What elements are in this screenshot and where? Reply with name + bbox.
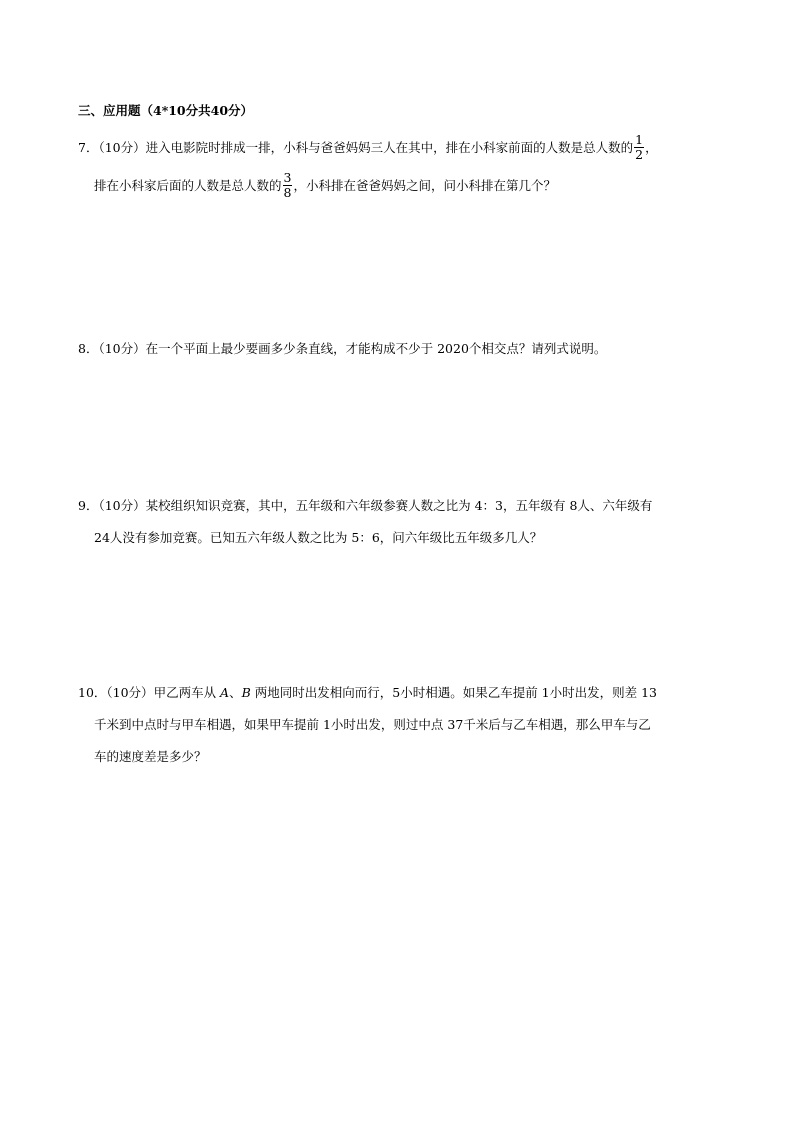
fraction-three-eighths-numerator: 3: [283, 170, 292, 185]
question-8-number: 8．: [78, 341, 99, 356]
question-7-text-c: 排在小科家后面的人数是总人数的: [94, 178, 282, 193]
question-10-line-1: [78, 684, 657, 702]
fraction-three-eighths-denominator: 8: [283, 185, 292, 200]
question-10-text-1b: 两地同时出发相向而行，5小时相遇。如果乙车提前 1小时出发，则差 13: [250, 685, 658, 700]
point-a-label: A: [220, 685, 230, 700]
question-9-text-2: 24人没有参加竞赛。已知五六年级人数之比为 5：6，问六年级比五年级多几人？: [94, 530, 543, 545]
question-10-text-3: 车的速度差是多少？: [94, 749, 207, 764]
section-title: 三、应用题（4*10分共40分）: [78, 103, 254, 118]
question-8-score: （10分）: [98, 341, 146, 356]
question-8-line-1: [78, 340, 606, 358]
question-9-score: （10分）: [98, 498, 146, 513]
question-7-score: （10分）: [98, 140, 146, 155]
question-10-number: 10．: [78, 685, 107, 700]
question-10-line-3: [94, 748, 207, 766]
fraction-one-half-numerator: 1: [635, 132, 644, 147]
question-7-text-d: ，小科排在爸爸妈妈之间，问小科排在第几个？: [293, 178, 556, 193]
fraction-three-eighths: [283, 171, 293, 200]
question-10-text-1a: 甲乙两车从: [153, 685, 221, 700]
question-8-text: 在一个平面上最少要画多少条直线，才能构成不少于 2020个相交点？请列式说明。: [145, 341, 607, 356]
question-10-text-2: 千米到中点时与甲车相遇，如果甲车提前 1小时出发，则过中点 37千米后与乙车相遇，那么甲车与乙: [94, 717, 651, 732]
question-10-separator: 、: [229, 685, 242, 700]
point-b-label: B: [241, 685, 251, 700]
question-9-text-1: 某校组织知识竞赛，其中，五年级和六年级参赛人数之比为 4：3，五年级有 8人、六年级有: [145, 498, 653, 513]
question-7-text-a: 进入电影院时排成一排，小科与爸爸妈妈三人在其中，排在小科家前面的人数是总人数的: [145, 140, 634, 155]
question-10-line-2: [94, 716, 651, 734]
question-7-text-b: ，: [645, 140, 658, 155]
fraction-one-half-denominator: 2: [635, 147, 644, 162]
question-9-line-1: [78, 497, 652, 515]
question-9-number: 9．: [78, 498, 99, 513]
question-7-number: 7．: [78, 140, 99, 155]
question-9-line-2: [94, 529, 542, 547]
question-10-score: （10分）: [106, 685, 154, 700]
question-7-line-1: [78, 134, 658, 163]
question-7-line-2: [94, 172, 556, 201]
fraction-one-half: [634, 133, 644, 162]
